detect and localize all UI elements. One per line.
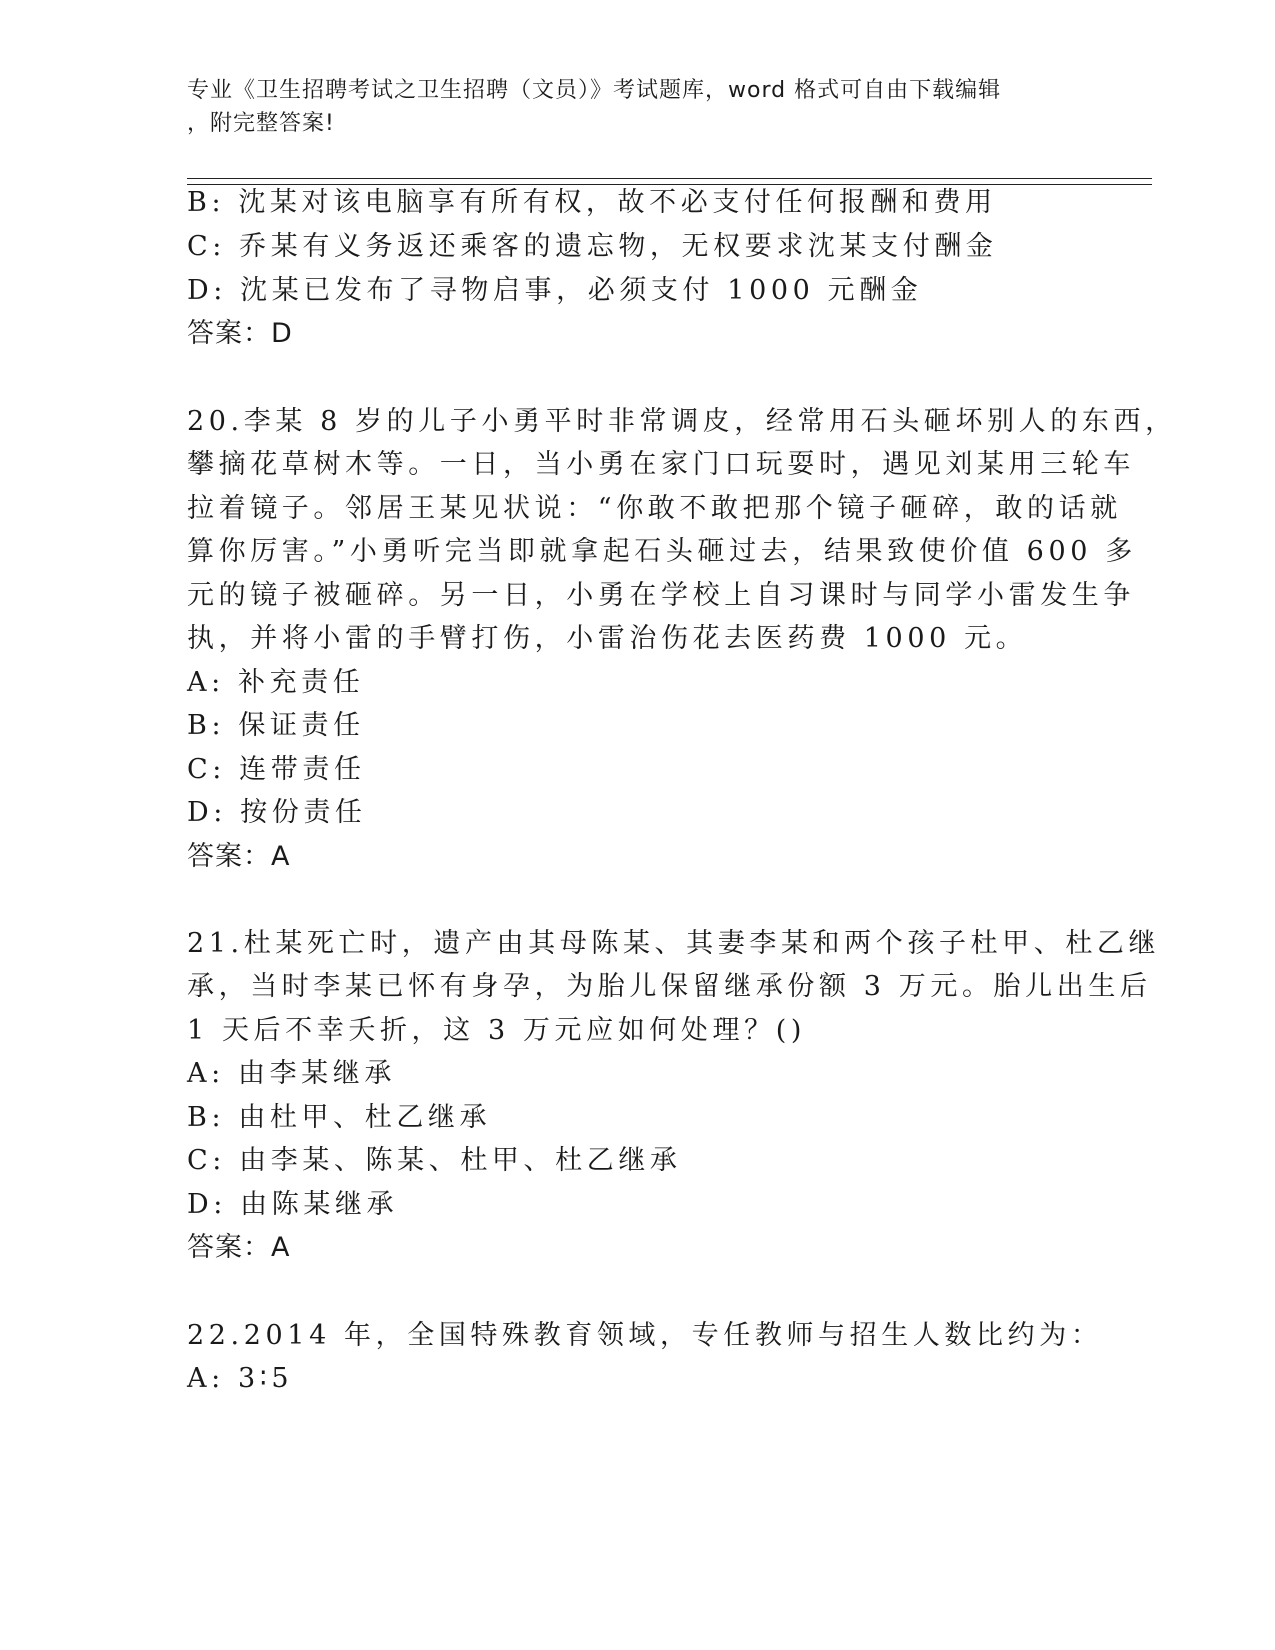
header-rule-top bbox=[187, 178, 1152, 179]
q22-stem-line: 22.2014 年，全国特殊教育领域，专任教师与招生人数比约为： bbox=[187, 1320, 1103, 1351]
q21-option-c: C: 由李某、陈某、杜甲、杜乙继承 bbox=[187, 1145, 682, 1176]
q20-stem-line: 元的镜子被砸碎。另一日，小勇在学校上自习课时与同学小雷发生争 bbox=[187, 580, 1135, 611]
header-line-2: ，附完整答案! bbox=[187, 111, 335, 136]
q20-option-c: C: 连带责任 bbox=[187, 754, 366, 785]
q19-option-d: D: 沈某已发布了寻物启事，必须支付 1000 元酬金 bbox=[187, 275, 923, 306]
q20-stem-line: 20.李某 8 岁的儿子小勇平时非常调皮，经常用石头砸坏别人的东西， bbox=[187, 406, 1177, 437]
q20-stem-line: 攀摘花草树木等。一日，当小勇在家门口玩耍时，遇见刘某用三轮车 bbox=[187, 449, 1135, 480]
q21-option-a: A: 由李某继承 bbox=[187, 1058, 396, 1089]
q21-option-b: B: 由杜甲、杜乙继承 bbox=[187, 1102, 492, 1133]
q21-stem-line: 承，当时李某已怀有身孕，为胎儿保留继承份额 3 万元。胎儿出生后 bbox=[187, 971, 1152, 1002]
q20-option-b: B: 保证责任 bbox=[187, 710, 365, 741]
q21-stem-line: 1 天后不幸夭折，这 3 万元应如何处理？() bbox=[187, 1015, 806, 1046]
q21-answer: 答案：A bbox=[187, 1232, 291, 1263]
q20-stem-line: 算你厉害。”小勇听完当即就拿起石头砸过去，结果致使价值 600 多 bbox=[187, 536, 1137, 567]
document-header bbox=[187, 74, 1067, 140]
q20-answer: 答案：A bbox=[187, 841, 291, 872]
q19-option-b: B: 沈某对该电脑享有所有权，故不必支付任何报酬和费用 bbox=[187, 187, 997, 218]
q20-option-a: A: 补充责任 bbox=[187, 667, 365, 698]
q20-stem-line: 拉着镜子。邻居王某见状说：“你敢不敢把那个镜子砸碎，敢的话就 bbox=[187, 493, 1122, 524]
q19-option-c: C: 乔某有义务返还乘客的遗忘物，无权要求沈某支付酬金 bbox=[187, 231, 998, 262]
q19-answer: 答案：D bbox=[187, 318, 293, 349]
q21-option-d: D: 由陈某继承 bbox=[187, 1189, 399, 1220]
q22-option-a: A: 3∶5 bbox=[187, 1363, 294, 1394]
q20-option-d: D: 按份责任 bbox=[187, 797, 367, 828]
q20-stem-line: 执，并将小雷的手臂打伤，小雷治伤花去医药费 1000 元。 bbox=[187, 623, 1028, 654]
header-rule-bottom bbox=[187, 184, 1152, 185]
q21-stem-line: 21.杜某死亡时，遗产由其母陈某、其妻李某和两个孩子杜甲、杜乙继 bbox=[187, 928, 1161, 959]
header-line-1: 专业《卫生招聘考试之卫生招聘（文员）》考试题库，word 格式可自由下载编辑 bbox=[187, 78, 1002, 103]
